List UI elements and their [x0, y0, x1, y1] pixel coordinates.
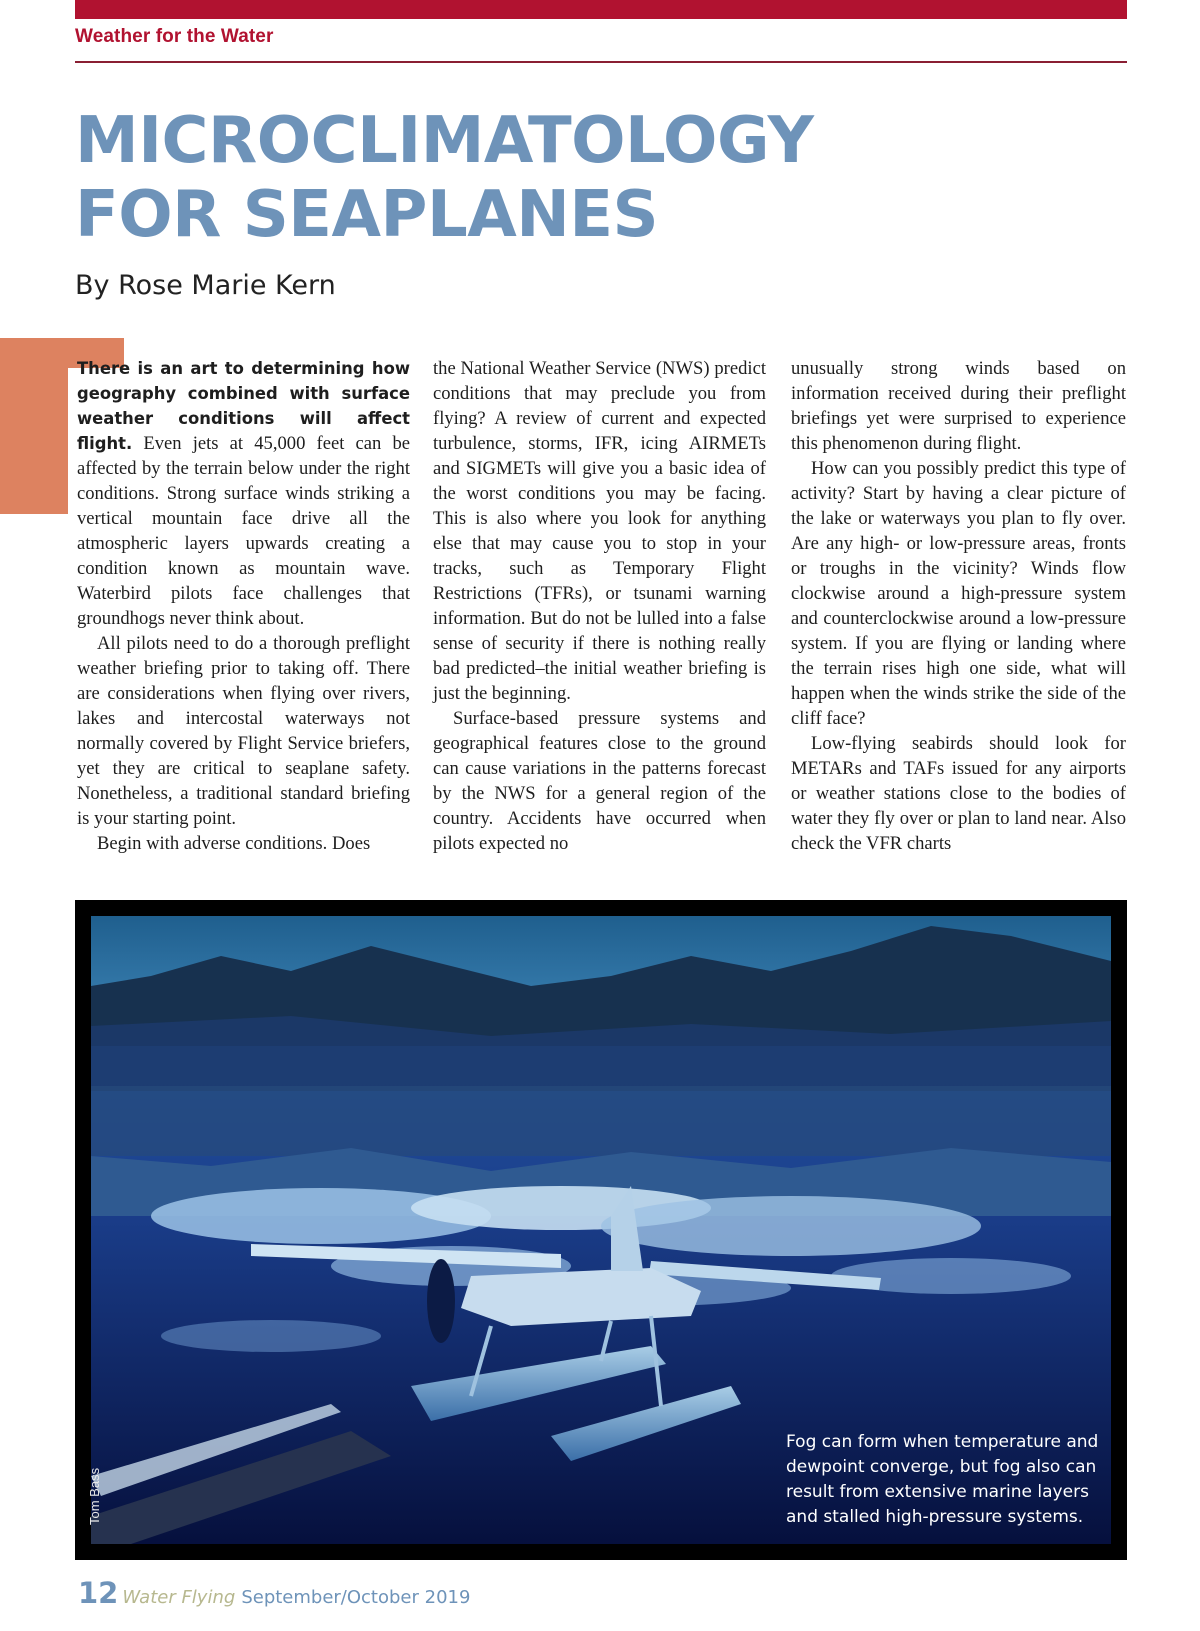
paragraph: All pilots need to do a thorough preflight weather briefing prior to taking off. There are considerations when flying over rivers, lakes and intercostal waterways not normally covered by Flight Service briefers, yet they are critical to seaplane safety. Nonetheless, a traditional standard briefing is your starting point.	[77, 633, 410, 829]
page-number: 12	[78, 1576, 119, 1610]
photo-caption: Fog can form when temperature and dewpoint converge, but fog also can result from extensive marine layers and stalled high-pressure systems.	[786, 1432, 1099, 1527]
text-column-2	[433, 356, 766, 856]
seaplane-fuselage	[461, 1268, 701, 1326]
byline: By Rose Marie Kern	[75, 270, 336, 301]
header-divider	[75, 61, 1127, 63]
title-line-1: MICROCLIMATOLOGY	[75, 104, 814, 178]
paragraph: Low-flying seabirds should look for METARs and TAFs issued for any airports or weather stations close to the bodies of water they fly over or plan to land near. Also check the VFR charts	[791, 733, 1126, 854]
lead-sentence: There is an art to determining how geography combined with surface weather conditions will affect flight.	[77, 359, 410, 453]
paragraph: How can you possibly predict this type of activity? Start by having a clear picture of the lake or waterways you plan to fly over. Are any high- or low-pressure areas, fronts or troughs in the vicinity? Winds flow clockwise around a high-pressure system and counterclockwise around a low-pressure system. If you are flying or landing where the terrain rises high one side, what will happen when the winds strike the side of the cliff face?	[791, 458, 1126, 729]
photo-credit: Tom Bass	[87, 1467, 102, 1525]
issue-date: September/October 2019	[241, 1587, 471, 1608]
article-title	[75, 104, 975, 252]
paragraph: unusually strong winds based on information received during their preflight briefings yet were surprised to experience this phenomenon during flight.	[791, 358, 1126, 454]
section-label: Weather for the Water	[75, 26, 274, 47]
text-column-1	[77, 356, 410, 856]
text-column-3	[791, 356, 1126, 856]
paragraph-text: Even jets at 45,000 feet can be affected by the terrain below under the right conditions. Strong surface winds striking a vertical mountain face drive all the atmospheric layers upwards creating a condition known as mountain wave. Waterbird pilots face challenges that groundhogs never think about.	[77, 433, 410, 629]
magazine-name: Water Flying	[122, 1587, 236, 1608]
drop-cap-stem	[0, 338, 68, 514]
paragraph: the National Weather Service (NWS) predict conditions that may preclude you from flying? A review of current and expected turbulence, storms, IFR, icing AIRMETs and SIGMETs will give you a basic idea of the worst conditions you may be facing. This is also where you look for anything else that may cause you to stop in your tracks, such as Temporary Flight Restrictions (TFRs), or tsunami warning information. But do not be lulled into a false sense of security if there is nothing really bad predicted–the initial weather briefing is just the beginning.	[433, 358, 766, 704]
paragraph: Surface-based pressure systems and geographical features close to the ground can cause variations in the patterns forecast by the NWS for a general region of the country. Accidents have occurred when pilots expected no	[433, 708, 766, 854]
header-accent-bar	[75, 0, 1127, 19]
title-line-2: FOR SEAPLANES	[75, 178, 659, 252]
paragraph: Begin with adverse conditions. Does	[97, 833, 371, 854]
seaplane-propeller	[427, 1259, 455, 1343]
page-footer	[78, 1576, 470, 1610]
paragraph	[77, 356, 410, 631]
